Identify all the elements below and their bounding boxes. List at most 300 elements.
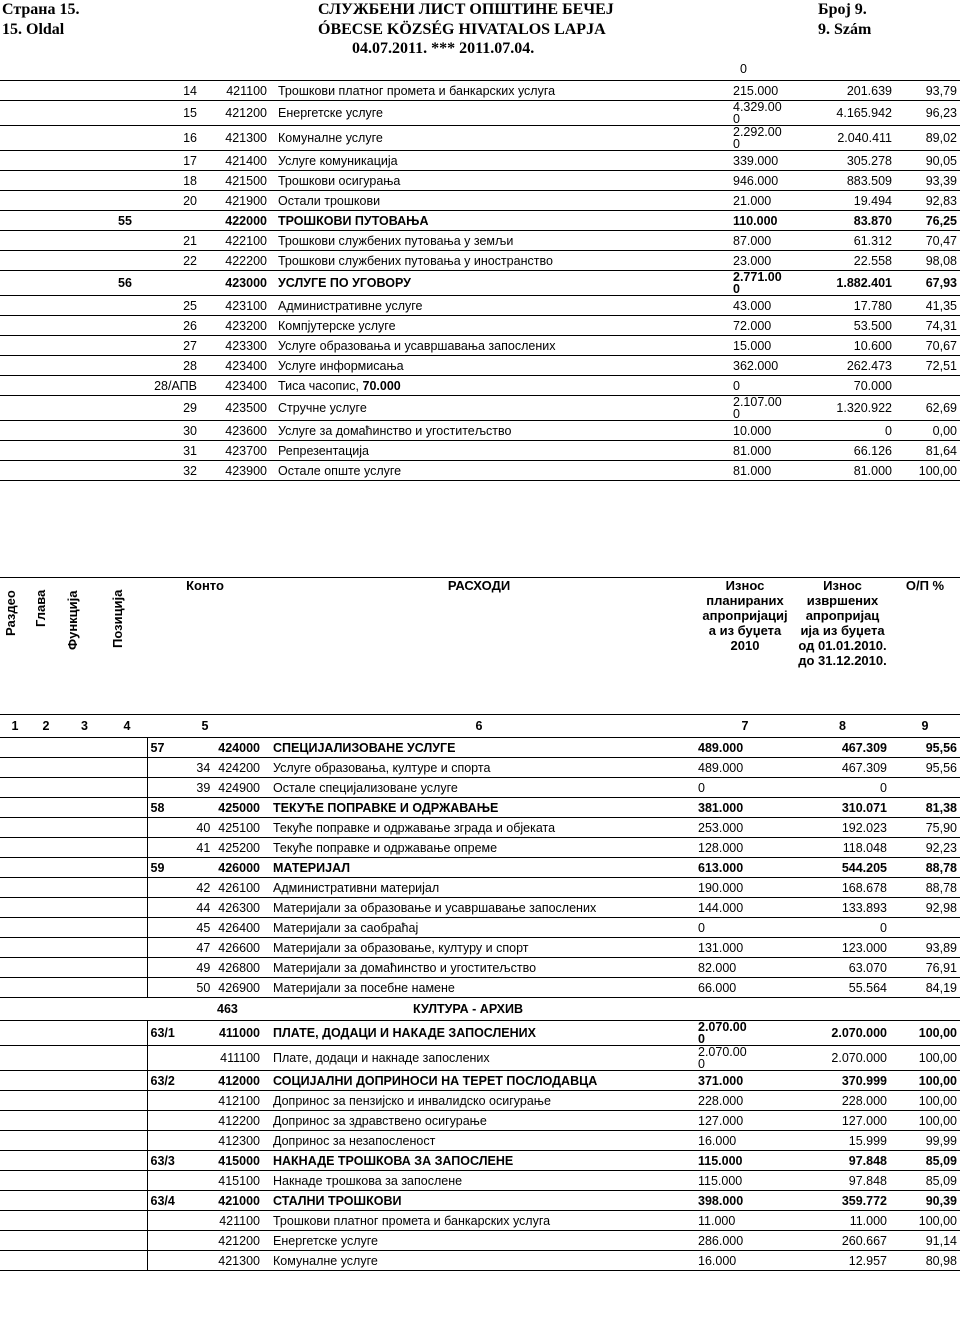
section-title: КУЛТУРА - АРХИВ — [263, 998, 695, 1021]
empty-cell — [62, 958, 107, 978]
expense-name — [270, 421, 730, 441]
expense-name-text: Компјутерске услуге — [278, 318, 396, 333]
expense-name: Материјали за посебне намене — [263, 978, 695, 998]
header-glava: Глава — [33, 590, 48, 628]
position-and-account — [193, 1111, 263, 1131]
section-number — [147, 938, 193, 958]
expense-name: НАКНАДЕ ТРОШКОВА ЗА ЗАПОСЛЕНЕ — [263, 1151, 695, 1171]
section-number — [147, 1211, 193, 1231]
position-number: 15 — [115, 101, 200, 126]
empty-cell — [30, 958, 62, 978]
table-row — [0, 1111, 960, 1131]
executed-amount: 1.320.922 — [820, 396, 895, 421]
empty-cell — [107, 778, 147, 798]
header-razdeo: Раздео — [3, 590, 18, 636]
planned-value: 43.000 — [733, 298, 772, 313]
expense-name-text: Трошкови осигурања — [278, 173, 401, 188]
empty-cell — [0, 758, 30, 778]
account-code: 421900 — [200, 191, 270, 211]
empty-cell — [62, 1231, 107, 1251]
expense-name: ТЕКУЋЕ ПОПРАВКЕ И ОДРЖАВАЊЕ — [263, 798, 695, 818]
percent-value: 88,78 — [890, 878, 960, 898]
percent-value: 100,00 — [890, 1046, 960, 1071]
planned-amount — [695, 898, 795, 918]
empty-cell — [62, 1151, 107, 1171]
position-number: 30 — [115, 421, 200, 441]
planned-value: 0 — [733, 378, 740, 393]
table-row — [0, 296, 960, 316]
percent-value: 88,78 — [890, 858, 960, 878]
section-number — [0, 151, 115, 171]
percent-value: 96,23 — [895, 101, 960, 126]
empty-cell — [0, 858, 30, 878]
executed-amount: 83.870 — [820, 211, 895, 231]
position-number: 28/АПВ — [115, 376, 200, 396]
empty-cell — [0, 918, 30, 938]
empty-cell — [0, 1191, 30, 1211]
expenses-table-continued — [0, 80, 960, 481]
expense-name-text: Услуге за домаћинство и угоститељство — [278, 423, 512, 438]
planned-amount — [730, 151, 820, 171]
empty-cell — [62, 1091, 107, 1111]
account-code: 426900 — [218, 980, 260, 995]
position-number: 27 — [115, 336, 200, 356]
section-number — [0, 171, 115, 191]
planned-value: 286.000 — [698, 1233, 744, 1248]
percent-value: 100,00 — [890, 1111, 960, 1131]
planned-value: 23.000 — [733, 253, 772, 268]
planned-value: 16.000 — [698, 1133, 737, 1148]
empty-cell — [30, 1171, 62, 1191]
column-number: 3 — [62, 715, 107, 738]
empty-cell — [107, 1071, 147, 1091]
empty-cell — [30, 1021, 62, 1046]
planned-value: 21.000 — [733, 193, 772, 208]
section-number — [147, 1231, 193, 1251]
position-and-account — [193, 958, 263, 978]
expense-name: Допринос за незапосленост — [263, 1131, 695, 1151]
planned-amount — [695, 1091, 795, 1111]
position-and-account — [193, 1251, 263, 1271]
empty-cell — [107, 978, 147, 998]
position-number: 49 — [196, 960, 211, 975]
account-code: 411000 — [218, 1026, 260, 1040]
section-number: 63/4 — [147, 1191, 193, 1211]
planned-value: 253.000 — [698, 820, 744, 835]
planned-amount — [695, 1231, 795, 1251]
planned-value: 339.000 — [733, 153, 779, 168]
empty-cell — [107, 1191, 147, 1211]
expense-name — [270, 211, 730, 231]
empty-cell — [107, 1151, 147, 1171]
position-and-account — [193, 1171, 263, 1191]
section-number — [0, 296, 115, 316]
percent-value — [890, 778, 960, 798]
executed-amount: 22.558 — [820, 251, 895, 271]
section-number: 56 — [0, 271, 115, 296]
percent-value: 62,69 — [895, 396, 960, 421]
empty-cell — [107, 1171, 147, 1191]
section-number — [0, 336, 115, 356]
planned-value: 398.000 — [698, 1193, 744, 1208]
expense-name: Допринос за здравствено осигурање — [263, 1111, 695, 1131]
expense-name — [270, 376, 730, 396]
percent-value: 84,19 — [890, 978, 960, 998]
expense-name: СТАЛНИ ТРОШКОВИ — [263, 1191, 695, 1211]
page-header — [0, 0, 960, 58]
planned-value-cont: 0 — [733, 282, 740, 296]
position-and-account — [193, 1211, 263, 1231]
expense-name — [270, 461, 730, 481]
account-code: 425000 — [218, 800, 260, 815]
executed-amount: 262.473 — [820, 356, 895, 376]
table-row — [0, 938, 960, 958]
empty-cell — [62, 898, 107, 918]
empty-cell — [30, 1071, 62, 1091]
planned-value: 371.000 — [698, 1073, 744, 1088]
percent-value: 72,51 — [895, 356, 960, 376]
empty-cell — [107, 958, 147, 978]
section-number — [0, 376, 115, 396]
planned-amount — [730, 171, 820, 191]
planned-amount — [695, 778, 795, 798]
section-number — [147, 1111, 193, 1131]
percent-value: 81,38 — [890, 798, 960, 818]
empty-cell — [30, 1191, 62, 1211]
empty-cell — [62, 778, 107, 798]
empty-cell — [107, 818, 147, 838]
empty-cell — [62, 1191, 107, 1211]
percent-value: 92,23 — [890, 838, 960, 858]
empty-cell — [0, 878, 30, 898]
empty-cell — [107, 1091, 147, 1111]
empty-cell — [30, 1046, 62, 1071]
planned-value: 144.000 — [698, 900, 744, 915]
empty-cell — [30, 998, 62, 1021]
position-and-account — [193, 938, 263, 958]
percent-value: 100,00 — [890, 1091, 960, 1111]
expense-name-text: УСЛУГЕ ПО УГОВОРУ — [278, 276, 411, 290]
account-code: 423500 — [200, 396, 270, 421]
executed-amount: 467.309 — [795, 738, 890, 758]
issue-number-hu: 9. Szám — [818, 21, 872, 38]
executed-amount: 2.070.000 — [795, 1021, 890, 1046]
section-number — [147, 818, 193, 838]
position-number: 31 — [115, 441, 200, 461]
planned-amount — [730, 316, 820, 336]
account-code: 415000 — [218, 1153, 260, 1168]
planned-value: 381.000 — [698, 800, 744, 815]
percent-value: 100,00 — [890, 1071, 960, 1091]
executed-amount: 12.957 — [795, 1251, 890, 1271]
section-number — [147, 898, 193, 918]
planned-amount — [695, 818, 795, 838]
percent-value: 76,25 — [895, 211, 960, 231]
section-number: 63/1 — [147, 1021, 193, 1046]
section-number — [147, 918, 193, 938]
table-row — [0, 838, 960, 858]
empty-cell — [30, 738, 62, 758]
empty-cell — [30, 1211, 62, 1231]
page-number-hu: 15. Oldal — [2, 21, 65, 38]
executed-amount: 544.205 — [795, 858, 890, 878]
table-row — [0, 101, 960, 126]
empty-cell — [30, 838, 62, 858]
planned-amount — [730, 81, 820, 101]
percent-value: 100,00 — [890, 1211, 960, 1231]
empty-cell — [0, 1251, 30, 1271]
percent-value: 100,00 — [895, 461, 960, 481]
column-number: 2 — [30, 715, 62, 738]
section-number — [147, 1251, 193, 1271]
table-row — [0, 251, 960, 271]
account-code: 412000 — [218, 1073, 260, 1088]
executed-amount: 0 — [820, 421, 895, 441]
header-pozicija: Позиција — [110, 590, 125, 649]
percent-value — [895, 376, 960, 396]
expense-name — [270, 251, 730, 271]
section-number — [0, 421, 115, 441]
table-row — [0, 316, 960, 336]
empty-cell — [62, 758, 107, 778]
empty-cell — [62, 1111, 107, 1131]
account-code: 424000 — [218, 740, 260, 755]
account-code: 425100 — [218, 820, 260, 835]
account-code: 422200 — [200, 251, 270, 271]
planned-amount — [695, 1151, 795, 1171]
empty-cell — [107, 1251, 147, 1271]
percent-value — [890, 918, 960, 938]
column-number: 6 — [263, 715, 695, 738]
planned-amount — [730, 126, 820, 151]
section-row — [0, 998, 960, 1021]
executed-amount: 97.848 — [795, 1151, 890, 1171]
executed-amount: 201.639 — [820, 81, 895, 101]
account-code: 423400 — [200, 356, 270, 376]
account-code: 412200 — [218, 1113, 260, 1128]
planned-value: 87.000 — [733, 233, 772, 248]
planned-value: 110.000 — [733, 213, 778, 228]
empty-cell — [107, 798, 147, 818]
expense-name-text: Стручне услуге — [278, 401, 367, 415]
percent-value: 70,67 — [895, 336, 960, 356]
planned-amount — [730, 101, 820, 126]
section-number — [147, 1131, 193, 1151]
account-code: 423400 — [200, 376, 270, 396]
account-code: 423900 — [200, 461, 270, 481]
position-number: 40 — [196, 820, 211, 835]
expense-name — [270, 231, 730, 251]
planned-amount — [695, 958, 795, 978]
expense-name: Административни материјал — [263, 878, 695, 898]
executed-amount: 260.667 — [795, 1231, 890, 1251]
position-number: 32 — [115, 461, 200, 481]
executed-amount: 66.126 — [820, 441, 895, 461]
position-number: 29 — [115, 396, 200, 421]
planned-value: 489.000 — [698, 760, 744, 775]
executed-amount: 370.999 — [795, 1071, 890, 1091]
empty-cell — [0, 1151, 30, 1171]
planned-value: 127.000 — [698, 1113, 744, 1128]
table-row — [0, 1091, 960, 1111]
empty-cell — [30, 758, 62, 778]
executed-amount: 467.309 — [795, 758, 890, 778]
position-and-account — [193, 1021, 263, 1046]
expense-name-text: Комуналне услуге — [278, 131, 383, 145]
account-code: 412300 — [218, 1133, 260, 1148]
empty-cell — [62, 978, 107, 998]
executed-amount: 0 — [795, 778, 890, 798]
expense-name — [270, 336, 730, 356]
planned-value-cont: 0 — [733, 407, 740, 421]
percent-value: 80,98 — [890, 1251, 960, 1271]
planned-amount — [695, 918, 795, 938]
table-row — [0, 1251, 960, 1271]
account-code: 412100 — [218, 1093, 260, 1108]
planned-value: 0 — [698, 920, 705, 935]
table-row — [0, 1021, 960, 1046]
percent-value: 99,99 — [890, 1131, 960, 1151]
percent-value: 85,09 — [890, 1171, 960, 1191]
empty-cell — [0, 1046, 30, 1071]
section-number — [147, 1171, 193, 1191]
planned-amount — [730, 461, 820, 481]
table-row — [0, 1231, 960, 1251]
account-code: 423300 — [200, 336, 270, 356]
executed-amount: 97.848 — [795, 1171, 890, 1191]
header-konto: Конто — [147, 578, 263, 715]
expense-name-text: ТРОШКОВИ ПУТОВАЊА — [278, 213, 429, 228]
empty-cell — [30, 918, 62, 938]
percent-value: 91,14 — [890, 1231, 960, 1251]
percent-value: 90,05 — [895, 151, 960, 171]
planned-amount — [695, 878, 795, 898]
executed-amount: 53.500 — [820, 316, 895, 336]
percent-value: 100,00 — [890, 1021, 960, 1046]
planned-value: 2.771.00 — [733, 270, 782, 284]
expense-name-text: Трошкови службених путовања у иностранство — [278, 253, 553, 268]
account-code: 421100 — [200, 81, 270, 101]
section-number — [147, 958, 193, 978]
table-row — [0, 421, 960, 441]
expense-name: Комуналне услуге — [263, 1251, 695, 1271]
position-number: 39 — [196, 780, 211, 795]
expense-name: Енергетске услуге — [263, 1231, 695, 1251]
planned-amount — [695, 1211, 795, 1231]
percent-value: 70,47 — [895, 231, 960, 251]
planned-value: 66.000 — [698, 980, 737, 995]
expense-name — [270, 151, 730, 171]
empty-cell — [795, 998, 890, 1021]
planned-value: 2.292.00 — [733, 125, 782, 139]
planned-amount — [695, 838, 795, 858]
position-and-account — [193, 758, 263, 778]
expense-name — [270, 81, 730, 101]
planned-amount — [695, 1191, 795, 1211]
planned-amount — [695, 1071, 795, 1091]
table-row — [0, 758, 960, 778]
empty-cell — [30, 798, 62, 818]
executed-amount: 4.165.942 — [820, 101, 895, 126]
empty-cell — [62, 918, 107, 938]
empty-cell — [62, 838, 107, 858]
section-number — [0, 126, 115, 151]
account-code: 426300 — [218, 900, 260, 915]
account-code: 423000 — [200, 271, 270, 296]
table-row — [0, 1191, 960, 1211]
header-izvrseno: Износ извршених апропријац ија из буџета од 01.01.2010. до 31.12.2010. — [795, 578, 890, 715]
planned-value: 489.000 — [698, 740, 744, 755]
executed-amount: 2.070.000 — [795, 1046, 890, 1071]
column-number: 7 — [695, 715, 795, 738]
column-number-row — [0, 715, 960, 738]
section-number — [0, 101, 115, 126]
expense-name: Текуће поправке и одржавање зграда и објеката — [263, 818, 695, 838]
table-row — [0, 818, 960, 838]
planned-value: 2.070.00 — [698, 1020, 747, 1034]
position-number: 17 — [115, 151, 200, 171]
planned-value-cont: 0 — [698, 1032, 705, 1046]
table-row — [0, 978, 960, 998]
empty-cell — [0, 1091, 30, 1111]
planned-value: 82.000 — [698, 960, 737, 975]
empty-cell — [107, 938, 147, 958]
planned-value: 10.000 — [733, 423, 772, 438]
empty-cell — [62, 1071, 107, 1091]
section-code: 463 — [193, 998, 263, 1021]
percent-value: 95,56 — [890, 738, 960, 758]
column-number: 8 — [795, 715, 890, 738]
executed-amount: 133.893 — [795, 898, 890, 918]
table-row — [0, 126, 960, 151]
section-number — [147, 778, 193, 798]
gazette-title-sr: СЛУЖБЕНИ ЛИСТ ОПШТИНЕ БЕЧЕЈ — [318, 1, 614, 18]
empty-cell — [0, 738, 30, 758]
section-number: 57 — [147, 738, 193, 758]
section-number — [147, 838, 193, 858]
empty-cell — [0, 1211, 30, 1231]
executed-amount: 168.678 — [795, 878, 890, 898]
planned-value: 115.000 — [698, 1173, 743, 1188]
position-number: 26 — [115, 316, 200, 336]
position-and-account — [193, 1046, 263, 1071]
position-and-account — [193, 798, 263, 818]
expenses-table — [0, 577, 960, 1271]
executed-amount: 305.278 — [820, 151, 895, 171]
empty-cell — [62, 1021, 107, 1046]
expense-name: Материјали за саобраћај — [263, 918, 695, 938]
account-code: 421200 — [218, 1233, 260, 1248]
executed-amount: 70.000 — [820, 376, 895, 396]
header-percent: О/П % — [890, 578, 960, 715]
account-code: 426600 — [218, 940, 260, 955]
percent-value: 93,79 — [895, 81, 960, 101]
planned-amount — [695, 978, 795, 998]
account-code: 426000 — [218, 860, 260, 875]
planned-amount — [695, 1251, 795, 1271]
percent-value: 93,89 — [890, 938, 960, 958]
executed-amount: 61.312 — [820, 231, 895, 251]
planned-value: 215.000 — [733, 83, 779, 98]
planned-value: 128.000 — [698, 840, 744, 855]
empty-cell — [0, 778, 30, 798]
planned-value: 362.000 — [733, 358, 779, 373]
empty-cell — [0, 898, 30, 918]
expense-name: СОЦИЈАЛНИ ДОПРИНОСИ НА ТЕРЕТ ПОСЛОДАВЦА — [263, 1071, 695, 1091]
empty-cell — [107, 1231, 147, 1251]
empty-cell — [30, 898, 62, 918]
section-number — [0, 251, 115, 271]
